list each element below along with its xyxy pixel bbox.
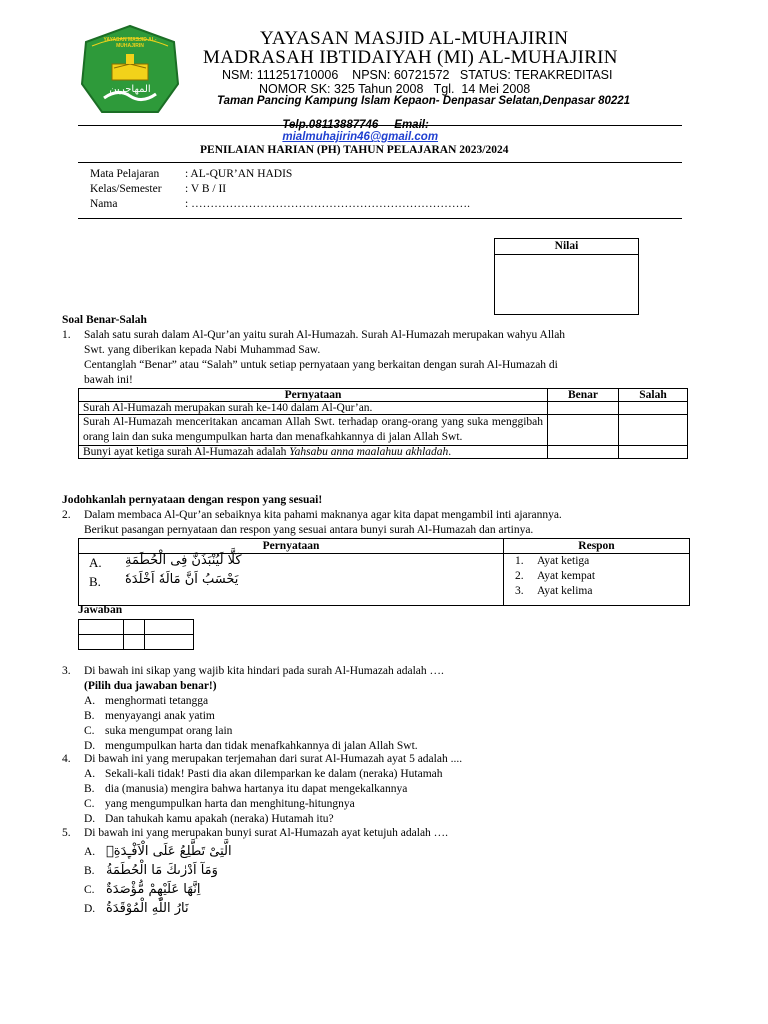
- option-text: yang mengumpulkan harta dan menghitung-hitungnya: [105, 798, 355, 810]
- option-label: B.: [84, 710, 95, 722]
- matching-col-statement: Pernyataan: [262, 540, 320, 552]
- section1-heading: Soal Benar-Salah: [62, 314, 147, 326]
- option-label: A.: [84, 695, 96, 707]
- q3-options: [84, 694, 418, 754]
- q1-line2: Swt. yang diberikan kepada Nabi Muhammad Saw.: [84, 344, 321, 356]
- true-checkbox-cell[interactable]: [548, 446, 619, 459]
- option-text: menyayangi anak yatim: [105, 710, 215, 722]
- school-ids: NSM: 111251710006 NPSN: 60721572 STATUS: TERAKREDITASI: [222, 68, 613, 82]
- option-label: D.: [84, 740, 96, 752]
- option-text: Sekali-kali tidak! Pasti dia akan dilemparkan ke dalam (neraka) Hutamah: [105, 768, 443, 780]
- name-label: Nama: [90, 198, 118, 210]
- q5-text: Di bawah ini yang merupakan bunyi surat Al-Humazah ayat ketujuh adalah ….: [84, 827, 449, 839]
- option-text: Dan tahukah kamu apakah (neraka) Hutamah itu?: [105, 813, 334, 825]
- response-num: 1.: [515, 555, 524, 567]
- false-checkbox-cell[interactable]: [619, 446, 688, 459]
- answer-label: Jawaban: [78, 604, 123, 616]
- response-text: Ayat kempat: [537, 570, 596, 582]
- response-list: [515, 554, 595, 599]
- true-checkbox-cell[interactable]: [548, 415, 619, 446]
- table-row: [79, 402, 688, 415]
- school-sk: NOMOR SK: 325 Tahun 2008 Tgl. 14 Mei 2008: [259, 82, 531, 96]
- answer-cell[interactable]: [124, 635, 145, 650]
- option-arabic: اِنَّهَا عَلَيْهِمْ مُّؤْصَدَةٌ: [106, 882, 201, 897]
- logo-calligraphy: المهاجرين: [109, 84, 151, 95]
- class-value: : V B / II: [185, 183, 227, 195]
- subject-label: Mata Pelajaran: [90, 168, 160, 180]
- col-true: Benar: [548, 389, 619, 402]
- logo-top-text: YAYASAN MASJID AL-MUHAJIRIN: [103, 37, 157, 49]
- score-value-area[interactable]: [495, 255, 638, 314]
- answer-grid: [78, 619, 194, 650]
- option-item[interactable]: [84, 842, 232, 861]
- option-label: A.: [84, 846, 96, 858]
- statement-cell: Surah Al-Humazah merupakan surah ke-140 dalam Al-Qur’an.: [79, 402, 548, 415]
- phone-text: Telp.08113887746 Email:: [282, 119, 429, 131]
- statement-b-label: B.: [89, 574, 101, 589]
- option-label: D.: [84, 813, 96, 825]
- q3-note: (Pilih dua jawaban benar!): [84, 680, 217, 692]
- header-rule: [78, 125, 682, 126]
- response-text: Ayat kelima: [537, 585, 593, 597]
- option-text: suka mengumpat orang lain: [105, 725, 233, 737]
- q2-number: 2.: [62, 509, 71, 521]
- class-label: Kelas/Semester: [90, 183, 162, 195]
- option-label: D.: [84, 903, 96, 915]
- false-checkbox-cell[interactable]: [619, 415, 688, 446]
- response-num: 2.: [515, 570, 524, 582]
- response-item: [515, 554, 595, 569]
- false-checkbox-cell[interactable]: [619, 402, 688, 415]
- answer-row: [79, 635, 194, 650]
- table-row: [79, 415, 688, 446]
- option-arabic: وَمَآ اَدْرٰىكَ مَا الْحُطَمَةُ: [106, 863, 218, 878]
- col-false: Salah: [619, 389, 688, 402]
- q2-line1: Dalam membaca Al-Qur’an sebaiknya kita pahami maknanya agar kita dapat mengambil inti ajarannya.: [84, 509, 562, 521]
- school-logo: [78, 24, 182, 118]
- response-text: Ayat ketiga: [537, 555, 590, 567]
- q4-options: [84, 767, 443, 827]
- email-link[interactable]: mialmuhajirin46@gmail.com: [282, 131, 439, 143]
- option-item[interactable]: [84, 782, 443, 797]
- true-checkbox-cell[interactable]: [548, 402, 619, 415]
- q4-number: 4.: [62, 753, 71, 765]
- subject-value: : AL-QUR’AN HADIS: [185, 168, 293, 180]
- statement-cell: [79, 446, 548, 459]
- exam-title: PENILAIAN HARIAN (PH) TAHUN PELAJARAN 2023/2024: [200, 144, 509, 156]
- q5-number: 5.: [62, 827, 71, 839]
- statement-cell: Surah Al-Humazah menceritakan ancaman Allah Swt. terhadap orang-orang yang suka menggibah orang lain dan suka mengumpulkan harta dan menafkahkannya di jalan Allah Swt.: [79, 415, 548, 446]
- row3-prefix: Bunyi ayat ketiga surah Al-Humazah adalah: [83, 446, 290, 458]
- true-false-table: [78, 388, 688, 459]
- table-header-row: [79, 389, 688, 402]
- q1-line4: bawah ini!: [84, 374, 133, 386]
- option-item[interactable]: [84, 861, 232, 880]
- statement-b-arabic: يَحْسَبُ اَنَّ مَالَهٗ اَخْلَدَهٗ: [125, 572, 239, 587]
- school-title: MADRASAH IBTIDAIYAH (MI) AL-MUHAJIRIN: [203, 47, 618, 68]
- option-arabic: نَارُ اللّٰهِ الْمُوْقَدَةُ: [106, 901, 189, 916]
- q1-text: [84, 328, 684, 388]
- option-label: C.: [84, 884, 95, 896]
- statement-a-label: A.: [89, 555, 102, 570]
- q1-line1: Salah satu surah dalam Al-Qur’an yaitu surah Al-Humazah. Surah Al-Humazah merupakan wahyu Allah: [84, 329, 566, 341]
- info-rule: [78, 218, 682, 219]
- option-text: dia (manusia) mengira bahwa hartanya itu dapat mengekalkannya: [105, 783, 408, 795]
- q1-number: 1.: [62, 329, 71, 341]
- score-box: [494, 238, 639, 315]
- table-row: [79, 446, 688, 459]
- option-item[interactable]: [84, 880, 232, 899]
- name-field[interactable]: : ……………………………………………………………….: [185, 198, 470, 210]
- option-item[interactable]: [84, 724, 418, 739]
- answer-cell[interactable]: [124, 620, 145, 635]
- response-item: [515, 584, 595, 599]
- score-label: Nilai: [495, 239, 638, 255]
- matching-col-response: Respon: [578, 540, 615, 552]
- row3-suffix: .: [448, 446, 452, 458]
- option-item[interactable]: [84, 694, 418, 709]
- section2-heading: Jodohkanlah pernyataan dengan respon yang sesuai!: [62, 494, 323, 506]
- option-label: C.: [84, 798, 95, 810]
- option-arabic: الَّتِىْ تَطَّلِعُ عَلَى الْاَفْـِٕدَةِۗ: [106, 844, 232, 859]
- option-label: B.: [84, 783, 95, 795]
- q2-line2: Berikut pasangan pernyataan dan respon yang sesuai antara bunyi surah Al-Humazah dan artinya.: [84, 524, 534, 536]
- row3-italic: Yahsabu anna maalahuu akhladah: [289, 446, 449, 458]
- option-item[interactable]: [84, 709, 418, 724]
- foundation-title: YAYASAN MASJID AL-MUHAJIRIN: [260, 28, 569, 49]
- answer-cell[interactable]: [145, 620, 194, 635]
- answer-cell[interactable]: [145, 635, 194, 650]
- matching-table: [78, 538, 690, 606]
- option-label: A.: [84, 768, 96, 780]
- response-item: [515, 569, 595, 584]
- option-text: menghormati tetangga: [105, 695, 209, 707]
- option-text: mengumpulkan harta dan tidak menafkahkannya di jalan Allah Swt.: [105, 740, 418, 752]
- option-item[interactable]: [84, 797, 443, 812]
- q4-text: Di bawah ini yang merupakan terjemahan dari surat Al-Humazah ayat 5 adalah ....: [84, 753, 463, 765]
- statement-a-arabic: كَلَّا لَيُنْبَذَنَّ فِى الْحُطَمَةِ: [125, 553, 242, 568]
- q2-text: [84, 508, 684, 538]
- option-label: B.: [84, 865, 95, 877]
- option-item[interactable]: [84, 767, 443, 782]
- title-rule: [78, 162, 682, 163]
- answer-cell[interactable]: [79, 620, 124, 635]
- answer-cell[interactable]: [79, 635, 124, 650]
- q3-text: Di bawah ini sikap yang wajib kita hindari pada surah Al-Humazah adalah ….: [84, 665, 444, 677]
- q1-line3: Centanglah “Benar” atau “Salah” untuk setiap pernyataan yang berkaitan dengan surah Al-Humazah di: [84, 359, 558, 371]
- answer-row: [79, 620, 194, 635]
- option-item[interactable]: [84, 812, 443, 827]
- option-item[interactable]: [84, 899, 232, 918]
- option-label: C.: [84, 725, 95, 737]
- school-address: Taman Pancing Kampung Islam Kepaon- Denpasar Selatan,Denpasar 80221: [217, 95, 631, 107]
- col-statement: Pernyataan: [79, 389, 548, 402]
- response-num: 3.: [515, 585, 524, 597]
- q5-options: [84, 842, 232, 918]
- q3-number: 3.: [62, 665, 71, 677]
